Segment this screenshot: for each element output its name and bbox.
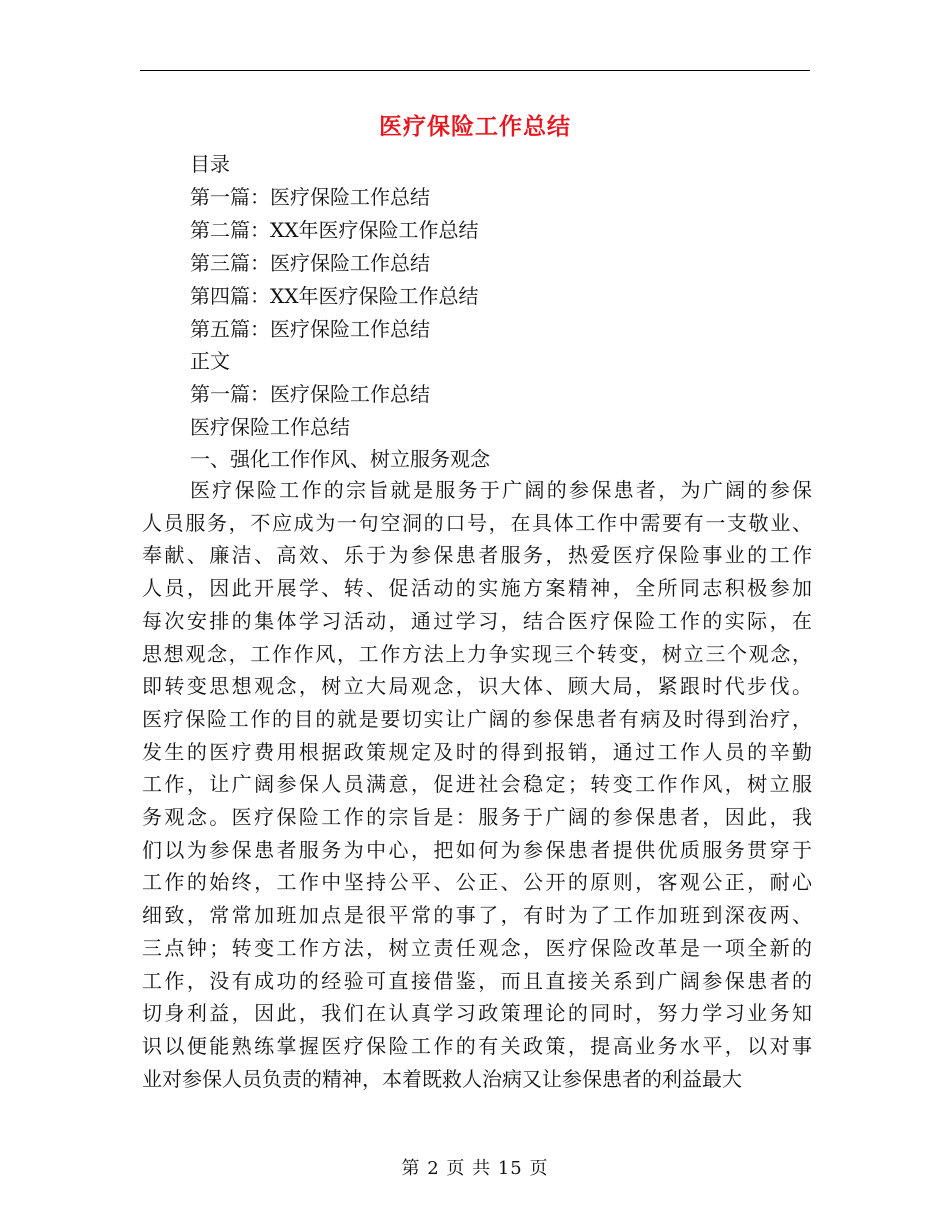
toc-item: 第五篇：医疗保险工作总结 <box>190 317 430 341</box>
paragraph-line: 务观念。医疗保险工作的宗旨是：服务于广阔的参保患者，因此，我 <box>142 805 812 830</box>
paragraph-line: 业对参保人员负责的精神，本着既救人治病又让参保患者的利益最大 <box>142 1066 742 1091</box>
toc-item: 第四篇：XX年医疗保险工作总结 <box>190 284 479 308</box>
paragraph-line: 工作，没有成功的经验可直接借鉴，而且直接关系到广阔参保患者的 <box>142 968 812 993</box>
paragraph-line: 奉献、廉洁、高效、乐于为参保患者服务，热爱医疗保险事业的工作 <box>142 543 812 568</box>
paragraph-line: 每次安排的集体学习活动，通过学习，结合医疗保险工作的实际，在 <box>142 608 812 633</box>
paragraph-line: 即转变思想观念，树立大局观念，识大体、顾大局，紧跟时代步伐。 <box>142 674 812 699</box>
paragraph-line: 识以便能熟练掌握医疗保险工作的有关政策，提高业务水平，以对事 <box>142 1033 812 1058</box>
main-heading: 正文 <box>190 349 230 373</box>
paragraph-line: 发生的医疗费用根据政策规定及时的得到报销，通过工作人员的辛勤 <box>142 739 812 764</box>
body-paragraph <box>142 474 812 1095</box>
paragraph-line: 工作，让广阔参保人员满意，促进社会稳定；转变工作作风，树立服 <box>142 772 812 797</box>
paragraph-line: 切身利益，因此，我们在认真学习政策理论的同时，努力学习业务知 <box>142 1001 812 1026</box>
toc-item: 第二篇：XX年医疗保险工作总结 <box>190 218 479 242</box>
toc-item: 第一篇：医疗保险工作总结 <box>190 185 430 209</box>
document-title: 医疗保险工作总结 <box>379 113 571 140</box>
paragraph-line: 医疗保险工作的目的就是要切实让广阔的参保患者有病及时得到治疗， <box>142 706 812 731</box>
paragraph-line: 细致，常常加班加点是很平常的事了，有时为了工作加班到深夜两、 <box>142 903 812 928</box>
paragraph-line: 人员服务，不应成为一句空洞的口号，在具体工作中需要有一支敬业、 <box>142 510 812 535</box>
header-rule <box>140 70 810 71</box>
toc-heading: 目录 <box>190 152 230 176</box>
paragraph-line: 人员，因此开展学、转、促活动的实施方案精神，全所同志积极参加 <box>142 576 812 601</box>
paragraph-line: 三点钟；转变工作方法，树立责任观念，医疗保险改革是一项全新的 <box>142 935 812 960</box>
paragraph-line: 医疗保险工作的宗旨就是服务于广阔的参保患者，为广阔的参保 <box>190 478 812 502</box>
paragraph-line: 们以为参保患者服务为中心，把如何为参保患者提供优质服务贯穿于 <box>142 837 812 862</box>
page-number-footer: 第 2 页 共 15 页 <box>401 1158 549 1179</box>
subsection-title: 一、强化工作作风、树立服务观念 <box>190 447 490 471</box>
paragraph-line: 工作的始终，工作中坚持公平、公正、公开的原则，客观公正，耐心 <box>142 870 812 895</box>
chapter-title: 第一篇：医疗保险工作总结 <box>190 382 430 406</box>
toc-item: 第三篇：医疗保险工作总结 <box>190 251 430 275</box>
paragraph-line: 思想观念，工作作风，工作方法上力争实现三个转变，树立三个观念， <box>142 641 812 666</box>
section-title: 医疗保险工作总结 <box>190 415 350 439</box>
